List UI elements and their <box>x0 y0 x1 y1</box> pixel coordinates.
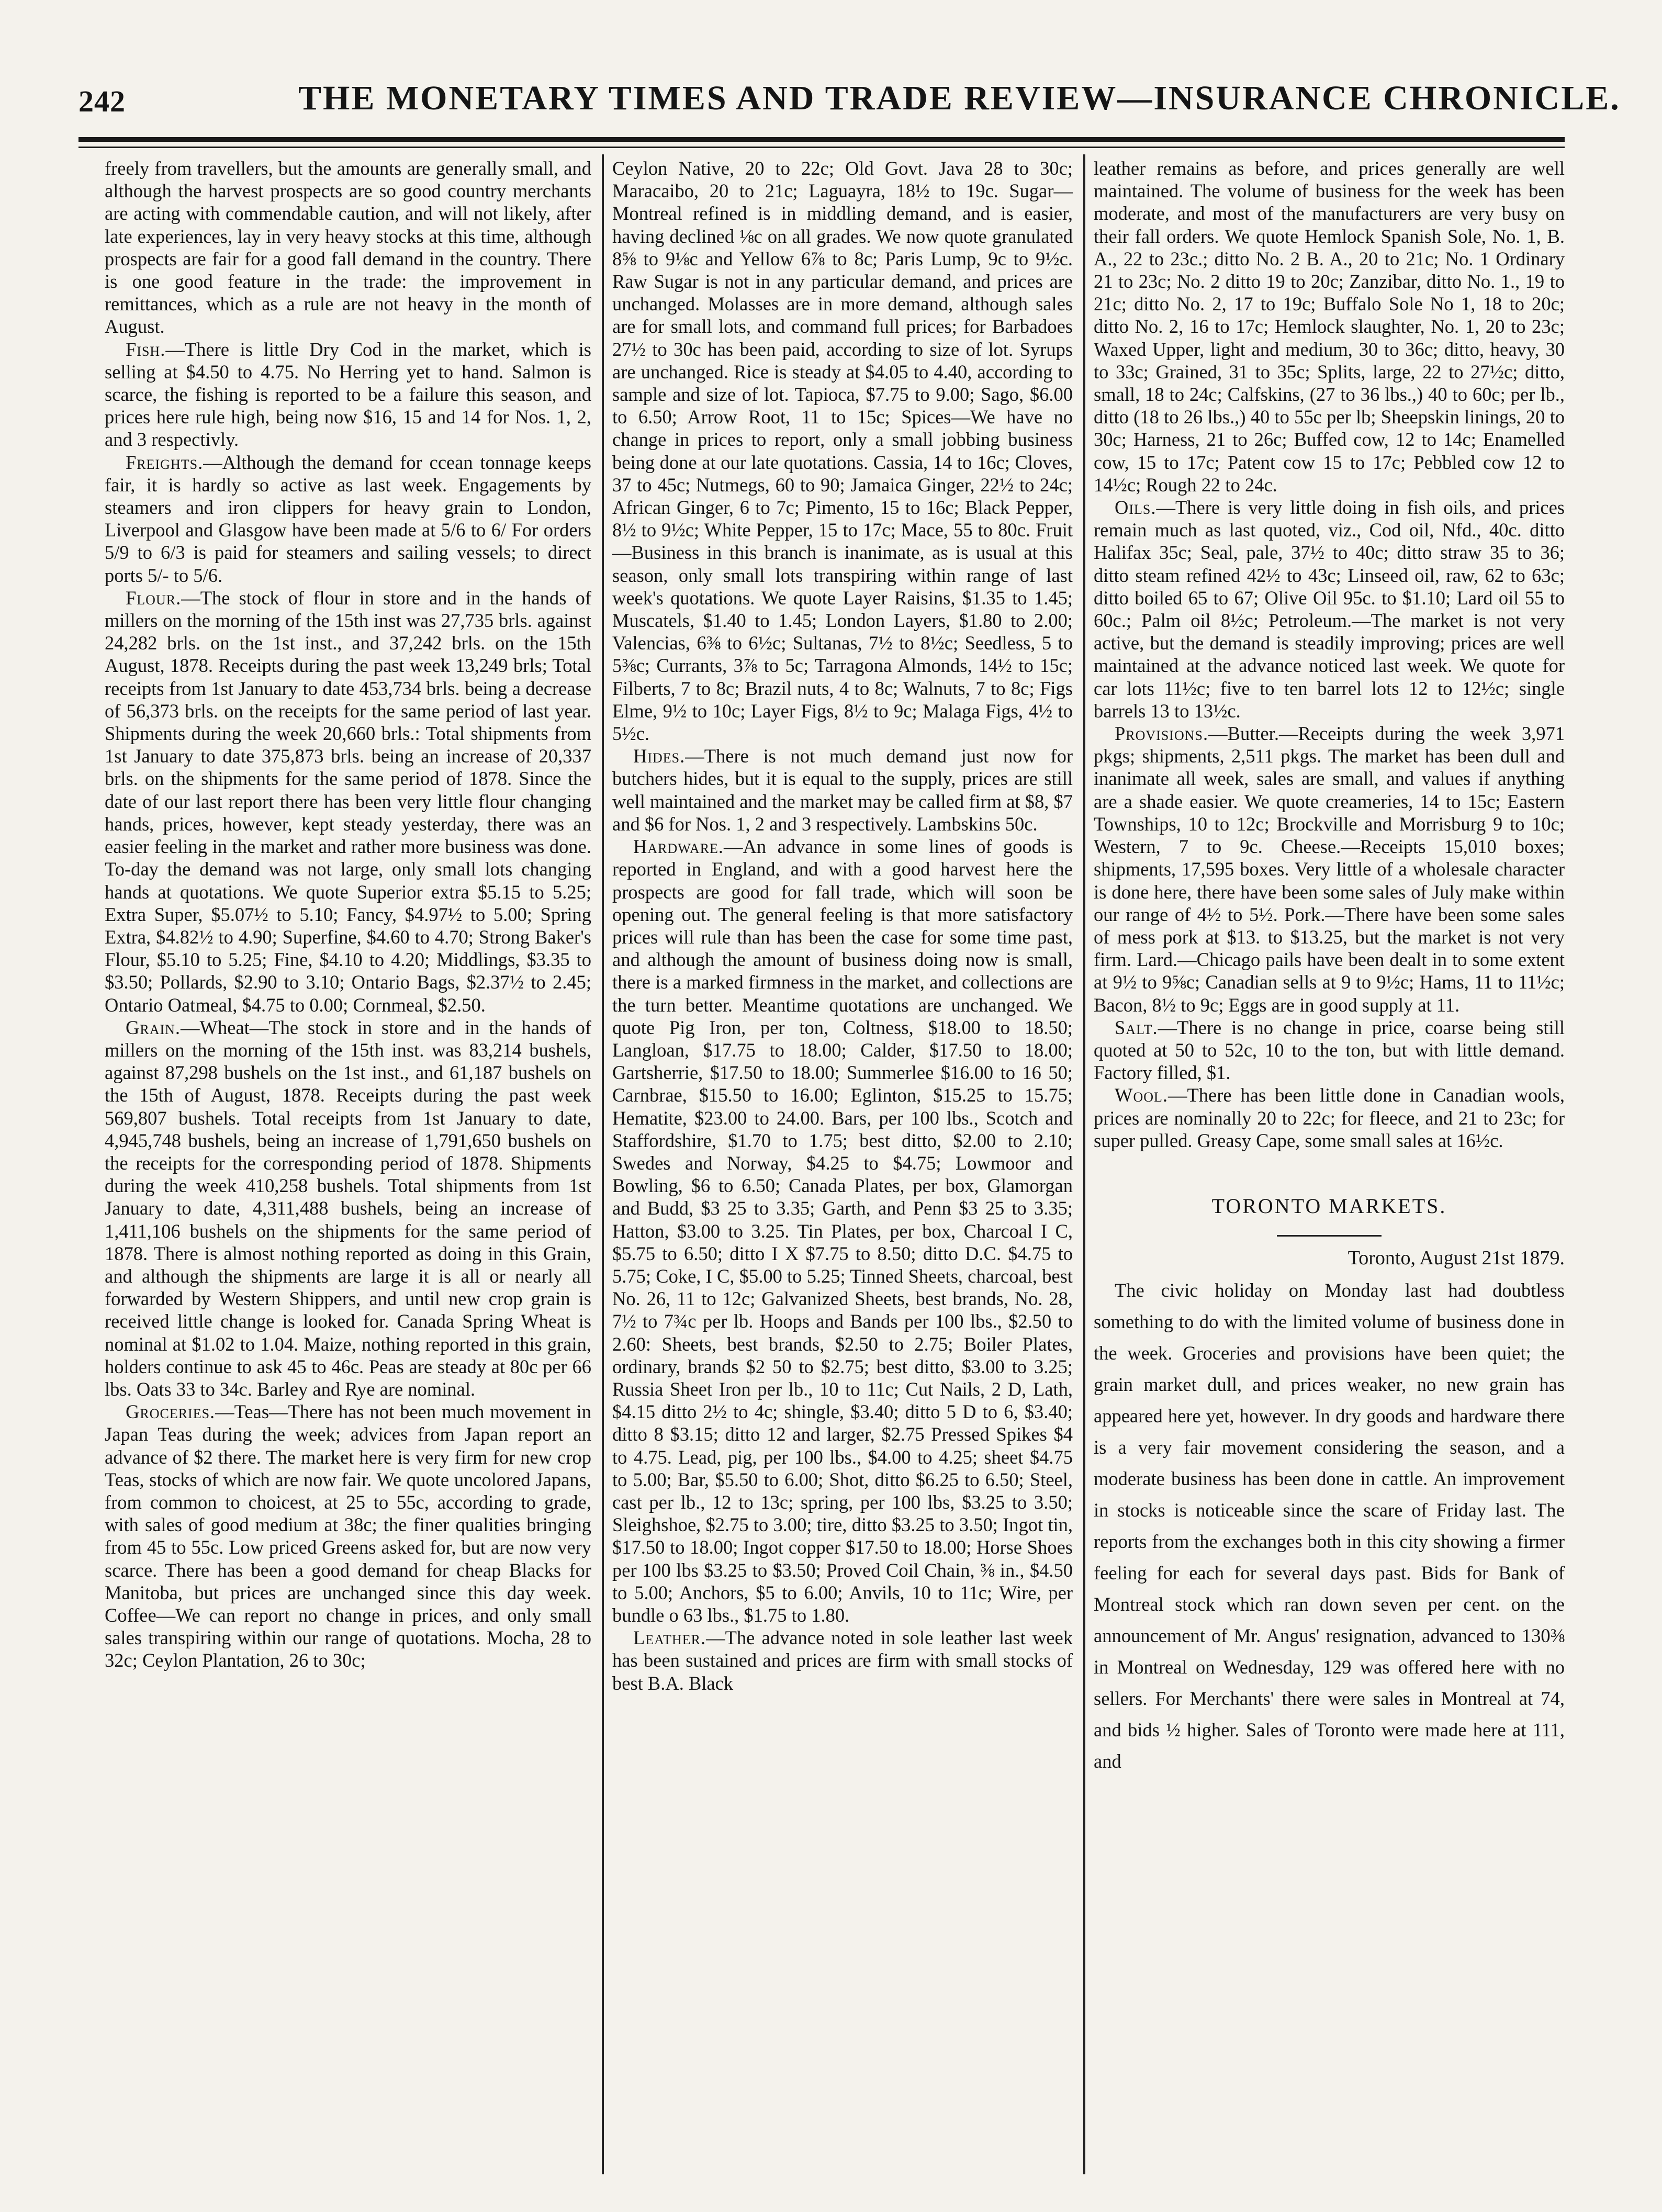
section-lead: Grain. <box>126 1016 181 1038</box>
paragraph-continued <box>1094 157 1565 496</box>
paragraph-text: —Teas—There has not been much movement in Japan Teas during the week; advices from Japan report an advance of $2 there. The market here is very firm for new crop Teas, stocks of which are now fair. We quote uncolored Japans, from common to choicest, at 25 to 55c, according to grade, with sales of good medium at 38c; the finer qualities bringing from 45 to 55c. Low priced Greens asked for, but are now very scarce. There has been a good demand for cheap Blacks for Manitoba, but prices are unchanged since this day week. Coffee—We can report no change in prices, and only small sales transpiring within our range of quotations. Mocha, 28 to 32c; Ceylon Plantation, 26 to 30c; <box>105 1401 591 1671</box>
paragraph-text: leather remains as before, and prices generally are well maintained. The volume of business for the week has been moderate, and most of the manufacturers are very busy on their fall orders. We quote Hemlock Spanish Sole, No. 1, B. A., 22 to 23c.; ditto No. 2 B. A., 20 to 21c; No. 1 Ordinary 21 to 23c; No. 2 ditto 19 to 20c; Zanzibar, ditto No. 1., 19 to 21c; ditto No. 2, 17 to 19c; Buffalo Sole No 1, 18 to 20c; ditto No. 2, 16 to 17c; Hemlock slaughter, No. 1, 20 to 23c; Waxed Upper, light and medium, 30 to 36c; ditto, heavy, 30 to 33c; Grained, 31 to 35c; Splits, large, 22 to 27½c; ditto, small, 18 to 24c; Calfskins, (27 to 36 lbs.,) 40 to 60c; per lb., ditto (18 to 26 lbs.,) 40 to 55c per lb; Sheepskin linings, 20 to 30c; Harness, 21 to 26c; Buffed cow, 12 to 14c; Enamelled cow, 15 to 17c; Patent cow 15 to 17c; Pebbled cow 12 to 14½c; Rough 22 to 24c. <box>1094 158 1565 496</box>
section-lead: Salt. <box>1115 1016 1158 1038</box>
toronto-dateline: Toronto, August 21st 1879. <box>1347 1247 1565 1270</box>
column-2 <box>612 157 1073 2177</box>
paragraph-fish <box>105 338 591 451</box>
section-lead: Wool. <box>1115 1084 1169 1106</box>
heading-rule <box>1277 1235 1382 1237</box>
paragraph-hides <box>612 745 1073 835</box>
paragraph-text: —The stock of flour in store and in the hands of millers on the morning of the 15th inst was 27,735 brls. against 24,282 brls. on the 1st inst., and 37,242 brls. on the 15th August, 1878. Receipts during the past week 13,249 brls; Total receipts from 1st January to date 453,734 brls. being a decrease of 56,373 brls. on the receipts for the same period of last year. Shipments during the week 20,660 brls.: Total shipments from 1st January to date 375,873 brls. being an increase of 20,337 brls. on the shipments for the same period of 1878. Since the date of our last report there has been very little flour changing hands, prices, however, kept steady yesterday, there was an easier feeling in the market and rather more business was done. To-day the demand was not large, only small lots changing hands at quotations. We quote Superior extra $5.15 to 5.25; Extra Super, $5.07½ to 5.10; Fancy, $4.97½ to 5.00; Spring Extra, $4.82½ to 4.90; Superfine, $4.60 to 4.70; Strong Baker's Flour, $5.10 to 5.25; Fine, $4.10 to 4.20; Middlings, $3.35 to $3.50; Pollards, $2.90 to 3.10; Ontario Bags, $2.37½ to 2.45; Ontario Oatmeal, $4.75 to 0.00; Cornmeal, $2.50. <box>105 587 591 1016</box>
paragraph-text: —Wheat—The stock in store and in the hands of millers on the morning of the 15th inst. was 83,214 bushels, against 87,298 bushels on the 1st inst., and 61,187 bushels on the 15th of August, 1878. Receipts during the past week 569,807 bushels. Total receipts from 1st January to date, 4,945,748 bushels, being an increase of 1,791,650 bushels on the receipts for the corresponding period of 1878. Shipments during the week 410,258 bushels. Total shipments from 1st January to date, 4,311,488 bushels, being an increase of 1,411,106 bushels on the shipments for the same period of 1878. There is almost nothing reported as doing in this Grain, and although the shipments are large it is all or nearly all forwarded by Western Shippers, and until new crop grain is received little change is looked for. Canada Spring Wheat is nominal at $1.02 to 1.04. Maize, nothing reported in this grain, holders continue to ask 45 to 46c. Peas are steady at 80c per 66 lbs. Oats 33 to 34c. Barley and Rye are nominal. <box>105 1016 591 1400</box>
paragraph-toronto <box>1094 1275 1565 1777</box>
page-number: 242 <box>78 84 126 118</box>
paragraph-provisions <box>1094 722 1565 1016</box>
paragraph-text: —There is no change in price, coarse being still quoted at 50 to 52c, 10 to the ton, but with little demand. Factory filled, $1. <box>1094 1016 1565 1084</box>
header-rule-thick <box>78 137 1565 142</box>
paragraph-text: —There is little Dry Cod in the market, which is selling at $4.50 to 4.75. No Herring yet to hand. Salmon is scarce, the fishing is reported to be a failure this season, and prices here rule high, being now $16, 15 and 14 for Nos. 1, 2, and 3 respectivly. <box>105 338 591 451</box>
paragraph-oils <box>1094 496 1565 722</box>
section-lead: Groceries. <box>126 1401 216 1423</box>
column-divider-1 <box>602 154 604 2174</box>
paragraph-grain <box>105 1016 591 1400</box>
column-3 <box>1094 157 1565 2177</box>
paragraph-freights <box>105 451 591 587</box>
paragraph-text: The civic holiday on Monday last had doubtless something to do with the limited volume of business done in the week. Groceries and provisions have been quiet; the grain market dull, and prices weaker, no new grain has appeared here yet, however. In dry goods and hardware there is a very fair movement considering the season, and a moderate business has been done in cattle. An improvement in stocks is noticeable since the scare of Friday last. The reports from the exchanges both in this city showing a firmer feeling for each for several days past. Bids for Bank of Montreal stock which ran down seven per cent. on the announcement of Mr. Angus' resignation, advanced to 130⅜ in Montreal on Wednesday, 129 was offered here with no sellers. For Merchants' there were sales in Montreal at 74, and bids ½ higher. Sales of Toronto were made here at 111, and <box>1094 1279 1565 1772</box>
paragraph-flour <box>105 587 591 1016</box>
paragraph-groceries <box>105 1400 591 1671</box>
section-lead: Hides. <box>633 745 686 767</box>
paragraph-wool <box>1094 1084 1565 1152</box>
column-1 <box>105 157 591 2177</box>
toronto-markets-heading: TORONTO MARKETS. <box>1211 1194 1447 1218</box>
paragraph-continued <box>612 157 1073 745</box>
paragraph-text: Ceylon Native, 20 to 22c; Old Govt. Java 28 to 30c; Maracaibo, 20 to 21c; Laguayra, 18½ to 19c. Sugar—Montreal refined is in middling demand, and is easier, having declined ⅛c on all grades. We now quote granulated 8⅝ to 9⅛c and Yellow 6⅞ to 8c; Paris Lump, 9c to 9½c. Raw Sugar is not in any particular demand, and prices are unchanged. Molasses are in more demand, although sales are for small lots, and command full prices; for Barbadoes 27½ to 30c has been paid, according to size of lot. Syrups are unchanged. Rice is steady at $4.05 to 4.40, according to sample and size of lot. Tapioca, $7.75 to 9.00; Sago, $6.00 to 6.50; Arrow Root, 11 to 15c; Spices—We have no change in prices to report, only a small jobbing business being done at our late quotations. Cassia, 14 to 16c; Cloves, 37 to 45c; Nutmegs, 60 to 90; Jamaica Ginger, 22½ to 24c; African Ginger, 6 to 7c; Pimento, 15 to 16c; Black Pepper, 8½ to 9½c; White Pepper, 15 to 17c; Mace, 55 to 80c. Fruit—Business in this branch is inanimate, as is usual at this season, only small lots transpiring within range of last week's quotations. We quote Layer Raisins, $1.35 to 1.45; Muscatels, $1.40 to 1.45; London Layers, $1.80 to 2.00; Valencias, 6⅜ to 6½c; Sultanas, 7½ to 8½c; Seedless, 5 to 5⅜c; Currants, 3⅞ to 5c; Tarragona Almonds, 14½ to 15c; Filberts, 7 to 8c; Brazil nuts, 4 to 8c; Walnuts, 7 to 8c; Figs Elme, 9½ to 10c; Layer Figs, 8½ to 9c; Malaga Figs, 4½ to 5½c. <box>612 158 1073 745</box>
paragraph-text: —There has been little done in Canadian wools, prices are nominally 20 to 22c; for fleece, and 21 to 23c; for super pulled. Greasy Cape, some small sales at 16½c. <box>1094 1084 1565 1151</box>
paragraph-text: —There is not much demand just now for butchers hides, but it is equal to the supply, prices are still well maintained and the market may be called firm at $8, $7 and $6 for Nos. 1, 2 and 3 respectively. Lambskins 50c. <box>612 745 1073 835</box>
paragraph-text: —An advance in some lines of goods is reported in England, and with a good harvest here the prospects are good for fall trade, which will soon be opening out. The general feeling is that more satisfactory prices will rule than has been the case for some time past, and although the amount of business doing now is small, there is a marked firmness in the market, and collections are the turn better. Meantime quotations are unchanged. We quote Pig Iron, per ton, Coltness, $18.00 to 18.50; Langloan, $17.75 to 18.00; Calder, $17.50 to 18.00; Gartsherrie, $17.50 to 18.00; Summerlee $16.00 to 16 50; Carnbrae, $15.50 to 16.00; Eglinton, $15.25 to 15.75; Hematite, $23.00 to 24.00. Bars, per 100 lbs., Scotch and Staffordshire, $1.70 to 1.75; best ditto, $2.00 to 2.10; Swedes and Norway, $4.25 to $4.75; Lowmoor and Bowling, $6 to 6.50; Canada Plates, per box, Glamorgan and Budd, $3 25 to 3.35; Garth, and Penn $3 25 to 3.35; Hatton, $3.00 to 3.25. Tin Plates, per box, Charcoal I C, $5.75 to 6.50; ditto I X $7.75 to 8.50; ditto D.C. $4.75 to 5.75; Coke, I C, $5.00 to 5.25; Tinned Sheets, charcoal, best No. 26, 11 to 12c; Galvanized Sheets, best brands, No. 28, 7½ to 7¾c per lb. Hoops and Bands per 100 lbs., $2.50 to 2.60: Sheets, best brands, $2.50 to 2.75; Boiler Plates, ordinary, brands $2 50 to $2.75; best ditto, $3.00 to 3.25; Russia Sheet Iron per lb., 10 to 11c; Cut Nails, 2 D, Lath, $4.15 ditto 2½ to 4c; shingle, $3.40; ditto 5 D to 6, $3.40; ditto 8 $3.15; ditto 12 and larger, $2.75 Pressed Spikes $4 to 4.75. Lead, pig, per 100 lbs., $4.00 to 4.25; sheet $4.75 to 5.00; Bar, $5.50 to 6.00; Shot, ditto $6.25 to 6.50; Steel, cast per lb., 12 to 13c; spring, per 100 lbs, $3.25 to 3.50; Sleighshoe, $2.75 to 3.00; tire, ditto $3.25 to 3.50; Ingot tin, $17.50 to 18.00; Ingot copper $17.50 to 18.00; Horse Shoes per 100 lbs $3.25 to $3.50; Proved Coil Chain, ⅜ in., $4.50 to 5.00; Anchors, $5 to 6.00; Anvils, 10 to 11c; Wire, per bundle o 63 lbs., $1.75 to 1.80. <box>612 836 1073 1626</box>
paragraph-text: —Although the demand for ccean tonnage keeps fair, it is hardly so active as last week. Engagements by steamers and iron clippers for heavy grain to London, Liverpool and Glasgow have been made at 5/6 to 6/ For orders 5/9 to 6/3 is paid for steamers and sailing vessels; to direct ports 5/- to 5/6. <box>105 451 591 586</box>
section-lead: Oils. <box>1115 497 1156 519</box>
section-lead: Freights. <box>126 451 204 473</box>
section-lead: Leather. <box>633 1627 706 1649</box>
paragraph-text: —Butter.—Receipts during the week 3,971 pkgs; shipments, 2,511 pkgs. The market has been dull and inanimate all week, sales are small, and values if anything are a shade easier. We quote creameries, 14 to 15c; Eastern Townships, 10 to 12c; Brockville and Morrisburg 9 to 10c; Western, 7 to 9c. Cheese.—Receipts 15,010 boxes; shipments, 17,595 boxes. Very little of a wholesale character is done here, there have been some sales of July make within our range of 4½ to 5½. Pork.—There have been some sales of mess pork at $13. to $13.25, but the market is not very firm. Lard.—Chicago pails have been dealt in to some extent at 9½ to 9⅝c; Canadian sells at 9 to 9½c; Hams, 11 to 11½c; Bacon, 8½ to 9c; Eggs are in good supply at 11. <box>1094 723 1565 1016</box>
section-lead: Flour. <box>126 587 182 609</box>
section-lead: Hardware. <box>633 836 724 858</box>
section-lead: Fish. <box>126 338 166 360</box>
paragraph-continued <box>105 157 591 338</box>
running-title: THE MONETARY TIMES AND TRADE REVIEW—INSURANCE CHRONICLE. <box>298 79 1621 117</box>
column-divider-2 <box>1083 154 1085 2174</box>
paragraph-text: freely from travellers, but the amounts are generally small, and although the harvest prospects are so good country merchants are acting with commendable caution, and will not likely, after late experiences, lay in very heavy stocks at this time, although prospects are fair for a good fall demand in the country. There is one good feature in the trade: the improvement in remittances, which as a rule are not heavy in the month of August. <box>105 158 591 338</box>
paragraph-text: —The advance noted in sole leather last week has been sustained and prices are firm with small stocks of best B.A. Black <box>612 1627 1073 1694</box>
section-lead: Provisions. <box>1115 723 1209 745</box>
paragraph-hardware <box>612 835 1073 1626</box>
page-header <box>78 78 1621 126</box>
paragraph-salt <box>1094 1016 1565 1084</box>
paragraph-text: —There is very little doing in fish oils, and prices remain much as last quoted, viz., Cod oil, Nfd., 40c. ditto Halifax 35c; Seal, pale, 37½ to 40c; ditto straw 35 to 36; ditto steam refined 42½ to 43c; Linseed oil, raw, 62 to 63c; ditto boiled 65 to 67; Olive Oil 95c. to $1.10; Lard oil 55 to 60c.; Palm oil 8½c; Petroleum.—The market is not very active, but the demand is steadily improving; prices are well maintained at the advance noticed last week. We quote for car lots 11½c; five to ten barrel lots 12 to 12½c; single barrels 13 to 13½c. <box>1094 497 1565 722</box>
header-rule-thin <box>78 147 1565 148</box>
paragraph-leather <box>612 1626 1073 1694</box>
